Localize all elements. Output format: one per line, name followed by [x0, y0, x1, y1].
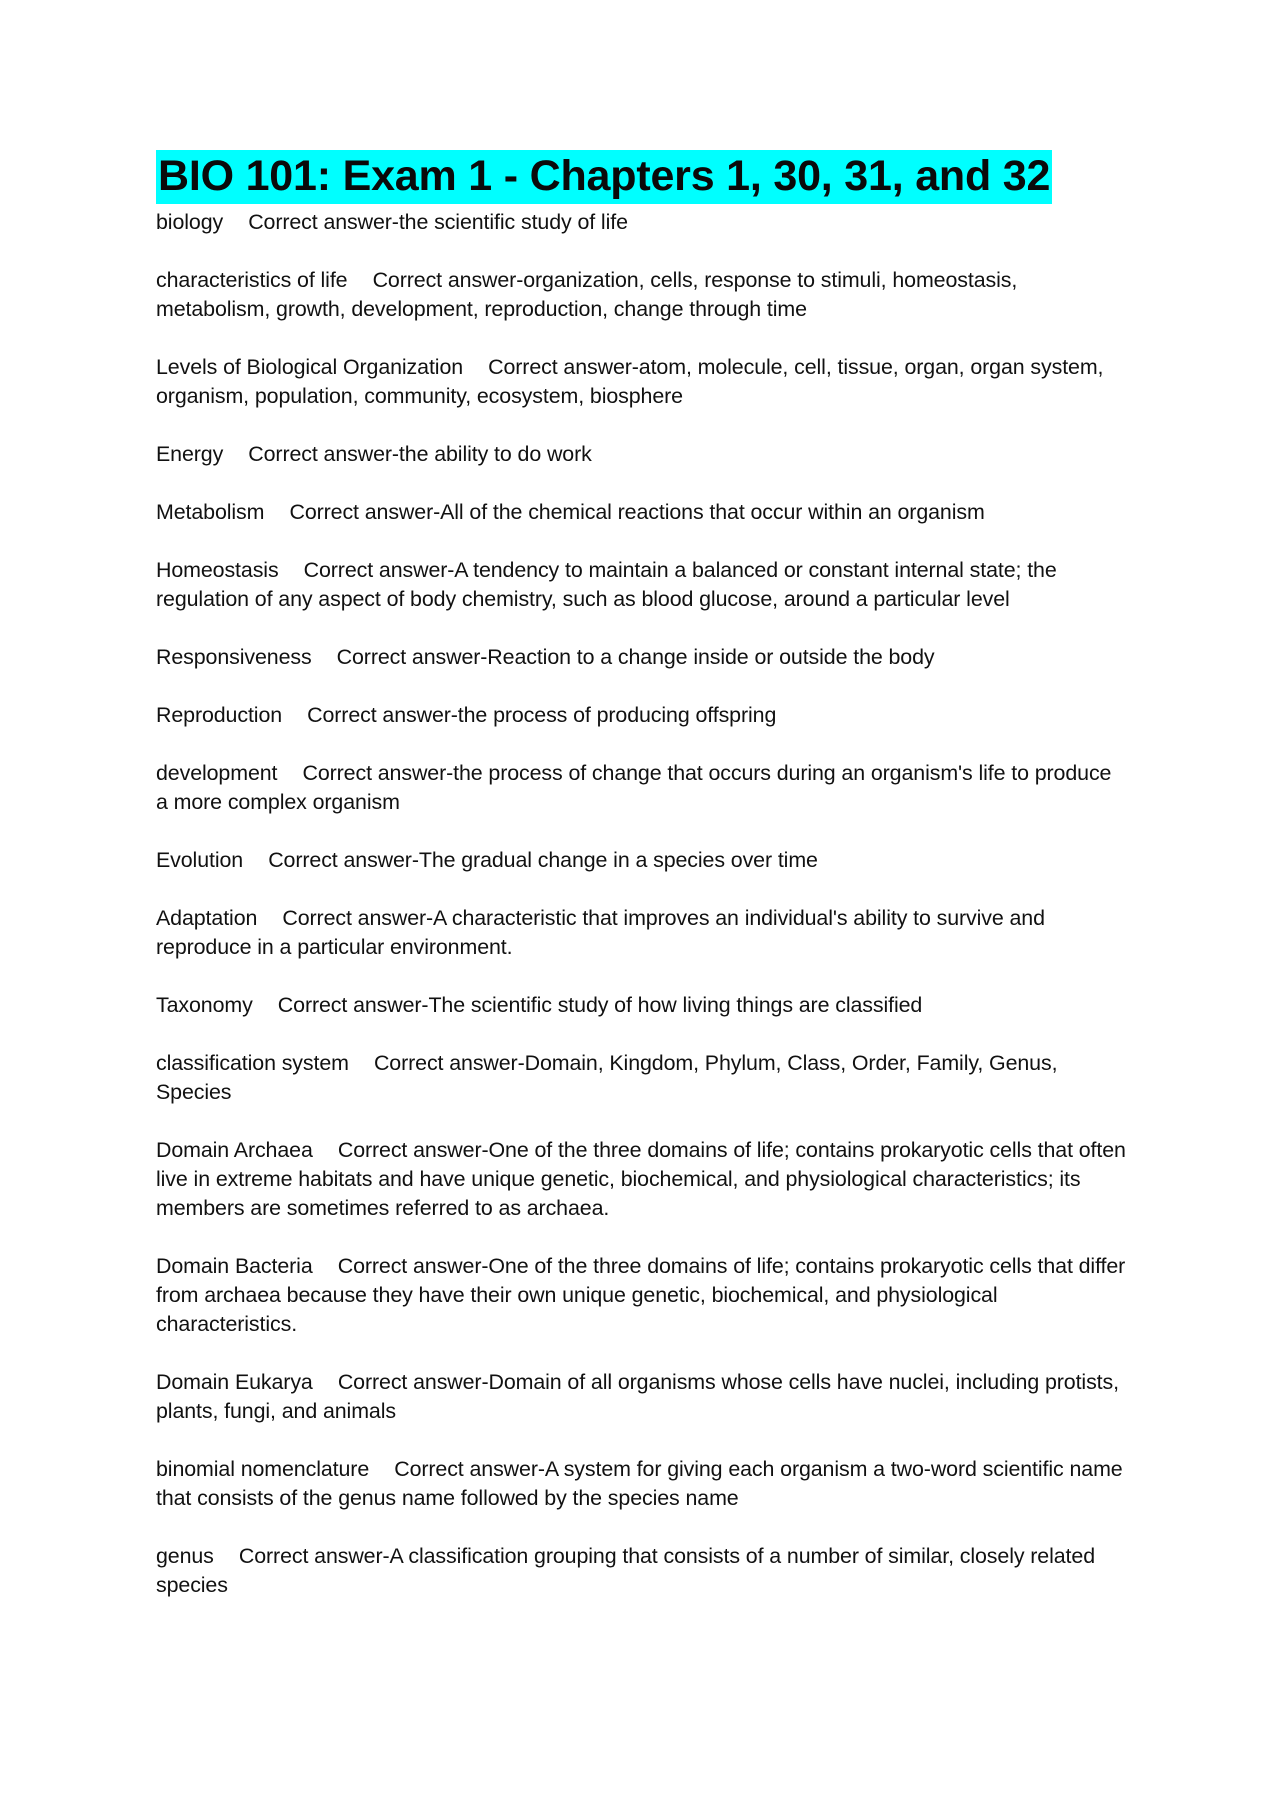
flashcard-entry	[156, 353, 1126, 411]
flashcard-entry	[156, 1542, 1126, 1600]
entry-answer: Correct answer-One of the three domains of life; contains prokaryotic cells that differ from archaea because they have their own unique genetic, biochemical, and physiological characteristics.	[156, 1254, 1126, 1337]
entry-answer: Correct answer-Domain, Kingdom, Phylum, Class, Order, Family, Genus, Species	[156, 1051, 1058, 1105]
entry-answer: Correct answer-Reaction to a change inside or outside the body	[336, 645, 935, 670]
document-title: BIO 101: Exam 1 - Chapters 1, 30, 31, and 32	[156, 150, 1052, 204]
entry-answer: Correct answer-A system for giving each organism a two-word scientific name that consists of the genus name followed by the species name	[156, 1457, 1123, 1511]
entry-term: characteristics of life	[156, 268, 348, 293]
flashcard-entry	[156, 440, 1126, 469]
entry-answer: Correct answer-All of the chemical reactions that occur within an organism	[289, 500, 985, 525]
entry-answer: Correct answer-organization, cells, response to stimuli, homeostasis, metabolism, growth, development, reproduction, change through time	[156, 268, 1018, 322]
flashcard-entry	[156, 991, 1126, 1020]
entry-term: Domain Bacteria	[156, 1254, 313, 1279]
entry-term: binomial nomenclature	[156, 1457, 370, 1482]
entry-answer: Correct answer-the process of change that occurs during an organism's life to produce a more complex organism	[156, 761, 1112, 815]
flashcard-entry	[156, 643, 1126, 672]
entry-term: Taxonomy	[156, 993, 253, 1018]
entry-term: Homeostasis	[156, 558, 279, 583]
flashcard-entry	[156, 846, 1126, 875]
flashcard-list	[156, 208, 1126, 1600]
entry-term: Metabolism	[156, 500, 265, 525]
flashcard-entry	[156, 1049, 1126, 1107]
entry-term: Domain Eukarya	[156, 1370, 313, 1395]
entry-answer: Correct answer-the scientific study of life	[248, 210, 628, 235]
entry-answer: Correct answer-atom, molecule, cell, tissue, organ, organ system, organism, population, community, ecosystem, biosphere	[156, 355, 1104, 409]
flashcard-entry	[156, 266, 1126, 324]
flashcard-entry	[156, 1136, 1126, 1223]
entry-answer: Correct answer-The gradual change in a species over time	[268, 848, 818, 873]
document-page	[156, 150, 1126, 1629]
entry-term: classification system	[156, 1051, 349, 1076]
entry-answer: Correct answer-the ability to do work	[248, 442, 592, 467]
entry-answer: Correct answer-A characteristic that improves an individual's ability to survive and reproduce in a particular environment.	[156, 906, 1045, 960]
flashcard-entry	[156, 701, 1126, 730]
flashcard-entry	[156, 1455, 1126, 1513]
entry-term: Energy	[156, 442, 224, 467]
entry-term: Reproduction	[156, 703, 283, 728]
entry-term: Domain Archaea	[156, 1138, 313, 1163]
flashcard-entry	[156, 904, 1126, 962]
entry-term: Evolution	[156, 848, 244, 873]
flashcard-entry	[156, 1252, 1126, 1339]
entry-term: genus	[156, 1544, 214, 1569]
entry-term: biology	[156, 210, 224, 235]
entry-answer: Correct answer-The scientific study of how living things are classified	[277, 993, 923, 1018]
entry-term: Responsiveness	[156, 645, 312, 670]
flashcard-entry	[156, 556, 1126, 614]
flashcard-entry	[156, 759, 1126, 817]
flashcard-entry	[156, 1368, 1126, 1426]
entry-answer: Correct answer-the process of producing offspring	[307, 703, 777, 728]
entry-answer: Correct answer-Domain of all organisms whose cells have nuclei, including protists, plants, fungi, and animals	[156, 1370, 1119, 1424]
entry-term: Adaptation	[156, 906, 258, 931]
entry-term: Levels of Biological Organization	[156, 355, 464, 380]
flashcard-entry	[156, 208, 1126, 237]
flashcard-entry	[156, 498, 1126, 527]
entry-answer: Correct answer-One of the three domains of life; contains prokaryotic cells that often live in extreme habitats and have unique genetic, biochemical, and physiological characteristics; its members are sometimes referred to as archaea.	[156, 1138, 1126, 1221]
entry-term: development	[156, 761, 278, 786]
entry-answer: Correct answer-A classification grouping that consists of a number of similar, closely related species	[156, 1544, 1095, 1598]
entry-answer: Correct answer-A tendency to maintain a balanced or constant internal state; the regulation of any aspect of body chemistry, such as blood glucose, around a particular level	[156, 558, 1057, 612]
